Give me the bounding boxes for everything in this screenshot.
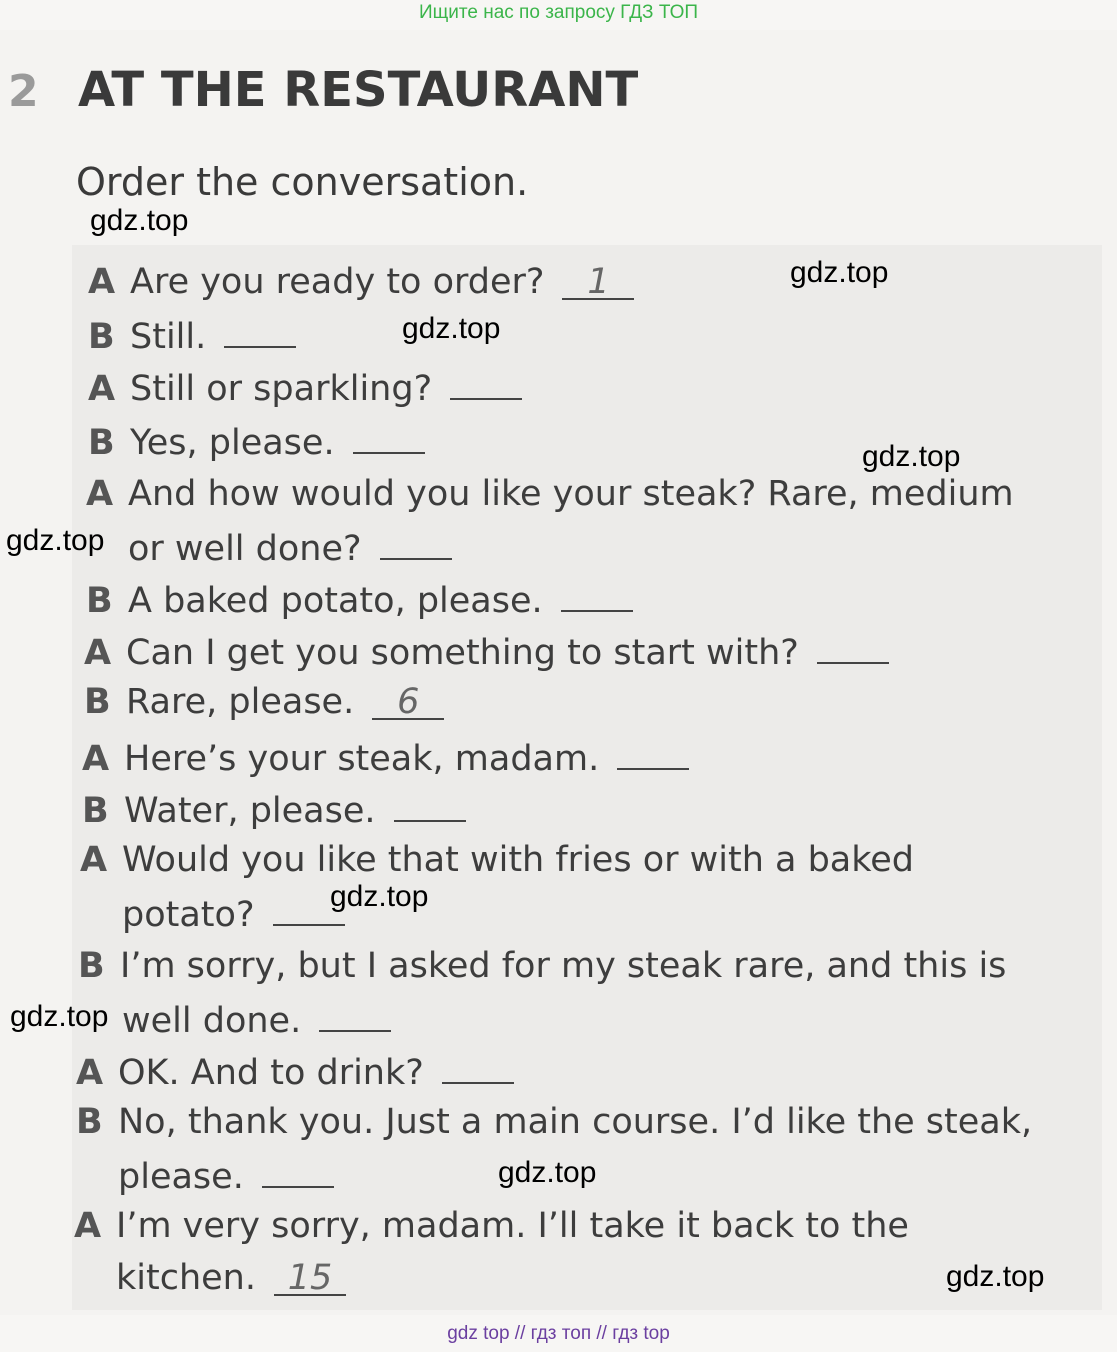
watermark: gdz.top bbox=[6, 524, 105, 557]
answer-blank[interactable] bbox=[450, 366, 522, 400]
line-text: Here’s your steak, madam. bbox=[124, 739, 600, 779]
speaker-label: B bbox=[82, 791, 109, 831]
line-text: Can I get you something to start with? bbox=[126, 633, 799, 673]
answer-blank[interactable] bbox=[224, 314, 296, 348]
speaker-label: A bbox=[80, 840, 108, 880]
watermark: gdz.top bbox=[402, 312, 501, 345]
dialog-line bbox=[88, 420, 425, 463]
dialog-line-continuation bbox=[122, 892, 345, 935]
dialog-line bbox=[78, 946, 1006, 986]
speaker-label: B bbox=[76, 1102, 103, 1142]
speaker-label: B bbox=[84, 682, 111, 722]
speaker-label: A bbox=[86, 474, 114, 514]
dialog-line bbox=[76, 1102, 1032, 1142]
speaker-label: B bbox=[88, 317, 115, 357]
line-text: I’m sorry, but I asked for my steak rare, and this is bbox=[120, 946, 1007, 986]
line-text: please. bbox=[118, 1157, 244, 1197]
dialog-line bbox=[84, 630, 889, 673]
dialog-line bbox=[88, 262, 634, 302]
dialog-line bbox=[84, 682, 444, 722]
watermark: gdz.top bbox=[946, 1260, 1045, 1293]
speaker-label: A bbox=[76, 1053, 104, 1093]
speaker-label: A bbox=[88, 262, 116, 302]
answer-blank[interactable]: 6 bbox=[372, 686, 444, 720]
dialog-line bbox=[82, 788, 466, 831]
answer-blank[interactable] bbox=[353, 420, 425, 454]
watermark: gdz.top bbox=[330, 880, 429, 913]
line-text: potato? bbox=[122, 895, 255, 935]
speaker-label: A bbox=[88, 369, 116, 409]
speaker-label: A bbox=[84, 633, 112, 673]
footer-links[interactable]: gdz top // гдз топ // гдз top bbox=[447, 1323, 670, 1344]
line-text: kitchen. bbox=[116, 1258, 256, 1298]
answer-blank[interactable] bbox=[380, 526, 452, 560]
watermark: gdz.top bbox=[10, 1000, 109, 1033]
dialog-line bbox=[88, 314, 296, 357]
dialog-line bbox=[76, 1050, 514, 1093]
top-banner[interactable]: Ищите нас по запросу ГДЗ ТОП bbox=[418, 2, 699, 23]
line-text: I’m very sorry, madam. I’ll take it back to the bbox=[116, 1206, 909, 1246]
line-text: Yes, please. bbox=[130, 423, 335, 463]
watermark: gdz.top bbox=[90, 204, 189, 237]
dialog-line-continuation bbox=[116, 1258, 346, 1298]
speaker-label: A bbox=[74, 1206, 102, 1246]
answer-blank[interactable]: 1 bbox=[562, 266, 634, 300]
answer-blank[interactable] bbox=[442, 1050, 514, 1084]
line-text: Still. bbox=[130, 317, 207, 357]
speaker-label: B bbox=[86, 581, 113, 621]
dialog-line bbox=[74, 1206, 909, 1246]
line-text: And how would you like your steak? Rare, medium bbox=[128, 474, 1014, 514]
speaker-label: B bbox=[88, 423, 115, 463]
answer-blank[interactable] bbox=[617, 736, 689, 770]
answer-blank[interactable] bbox=[262, 1154, 334, 1188]
answer-blank[interactable]: 15 bbox=[274, 1262, 346, 1296]
dialog-line bbox=[82, 736, 689, 779]
line-text: Water, please. bbox=[124, 791, 376, 831]
dialog-line bbox=[86, 474, 1014, 514]
line-text: Rare, please. bbox=[126, 682, 355, 722]
watermark: gdz.top bbox=[862, 440, 961, 473]
dialog-line-continuation bbox=[122, 998, 391, 1041]
answer-blank[interactable] bbox=[394, 788, 466, 822]
line-text: A baked potato, please. bbox=[128, 581, 543, 621]
speaker-label: B bbox=[78, 946, 105, 986]
line-text: well done. bbox=[122, 1001, 302, 1041]
answer-blank[interactable] bbox=[319, 998, 391, 1032]
answer-blank[interactable] bbox=[561, 578, 633, 612]
dialog-line-continuation bbox=[118, 1154, 334, 1197]
line-text: No, thank you. Just a main course. I’d like the steak, bbox=[118, 1102, 1033, 1142]
watermark: gdz.top bbox=[790, 256, 889, 289]
exercise-title: AT THE RESTAURANT bbox=[78, 62, 639, 118]
speaker-label: A bbox=[82, 739, 110, 779]
dialog-line-continuation bbox=[128, 526, 452, 569]
exercise-instruction: Order the conversation. bbox=[76, 160, 529, 204]
line-text: OK. And to drink? bbox=[118, 1053, 424, 1093]
exercise-number: 2 bbox=[8, 66, 39, 117]
line-text: or well done? bbox=[128, 529, 362, 569]
watermark: gdz.top bbox=[498, 1156, 597, 1189]
dialog-line bbox=[86, 578, 633, 621]
line-text: Would you like that with fries or with a baked bbox=[122, 840, 915, 880]
answer-blank[interactable] bbox=[817, 630, 889, 664]
line-text: Are you ready to order? bbox=[130, 262, 545, 302]
line-text: Still or sparkling? bbox=[130, 369, 433, 409]
dialog-line bbox=[88, 366, 522, 409]
dialog-line bbox=[80, 840, 914, 880]
